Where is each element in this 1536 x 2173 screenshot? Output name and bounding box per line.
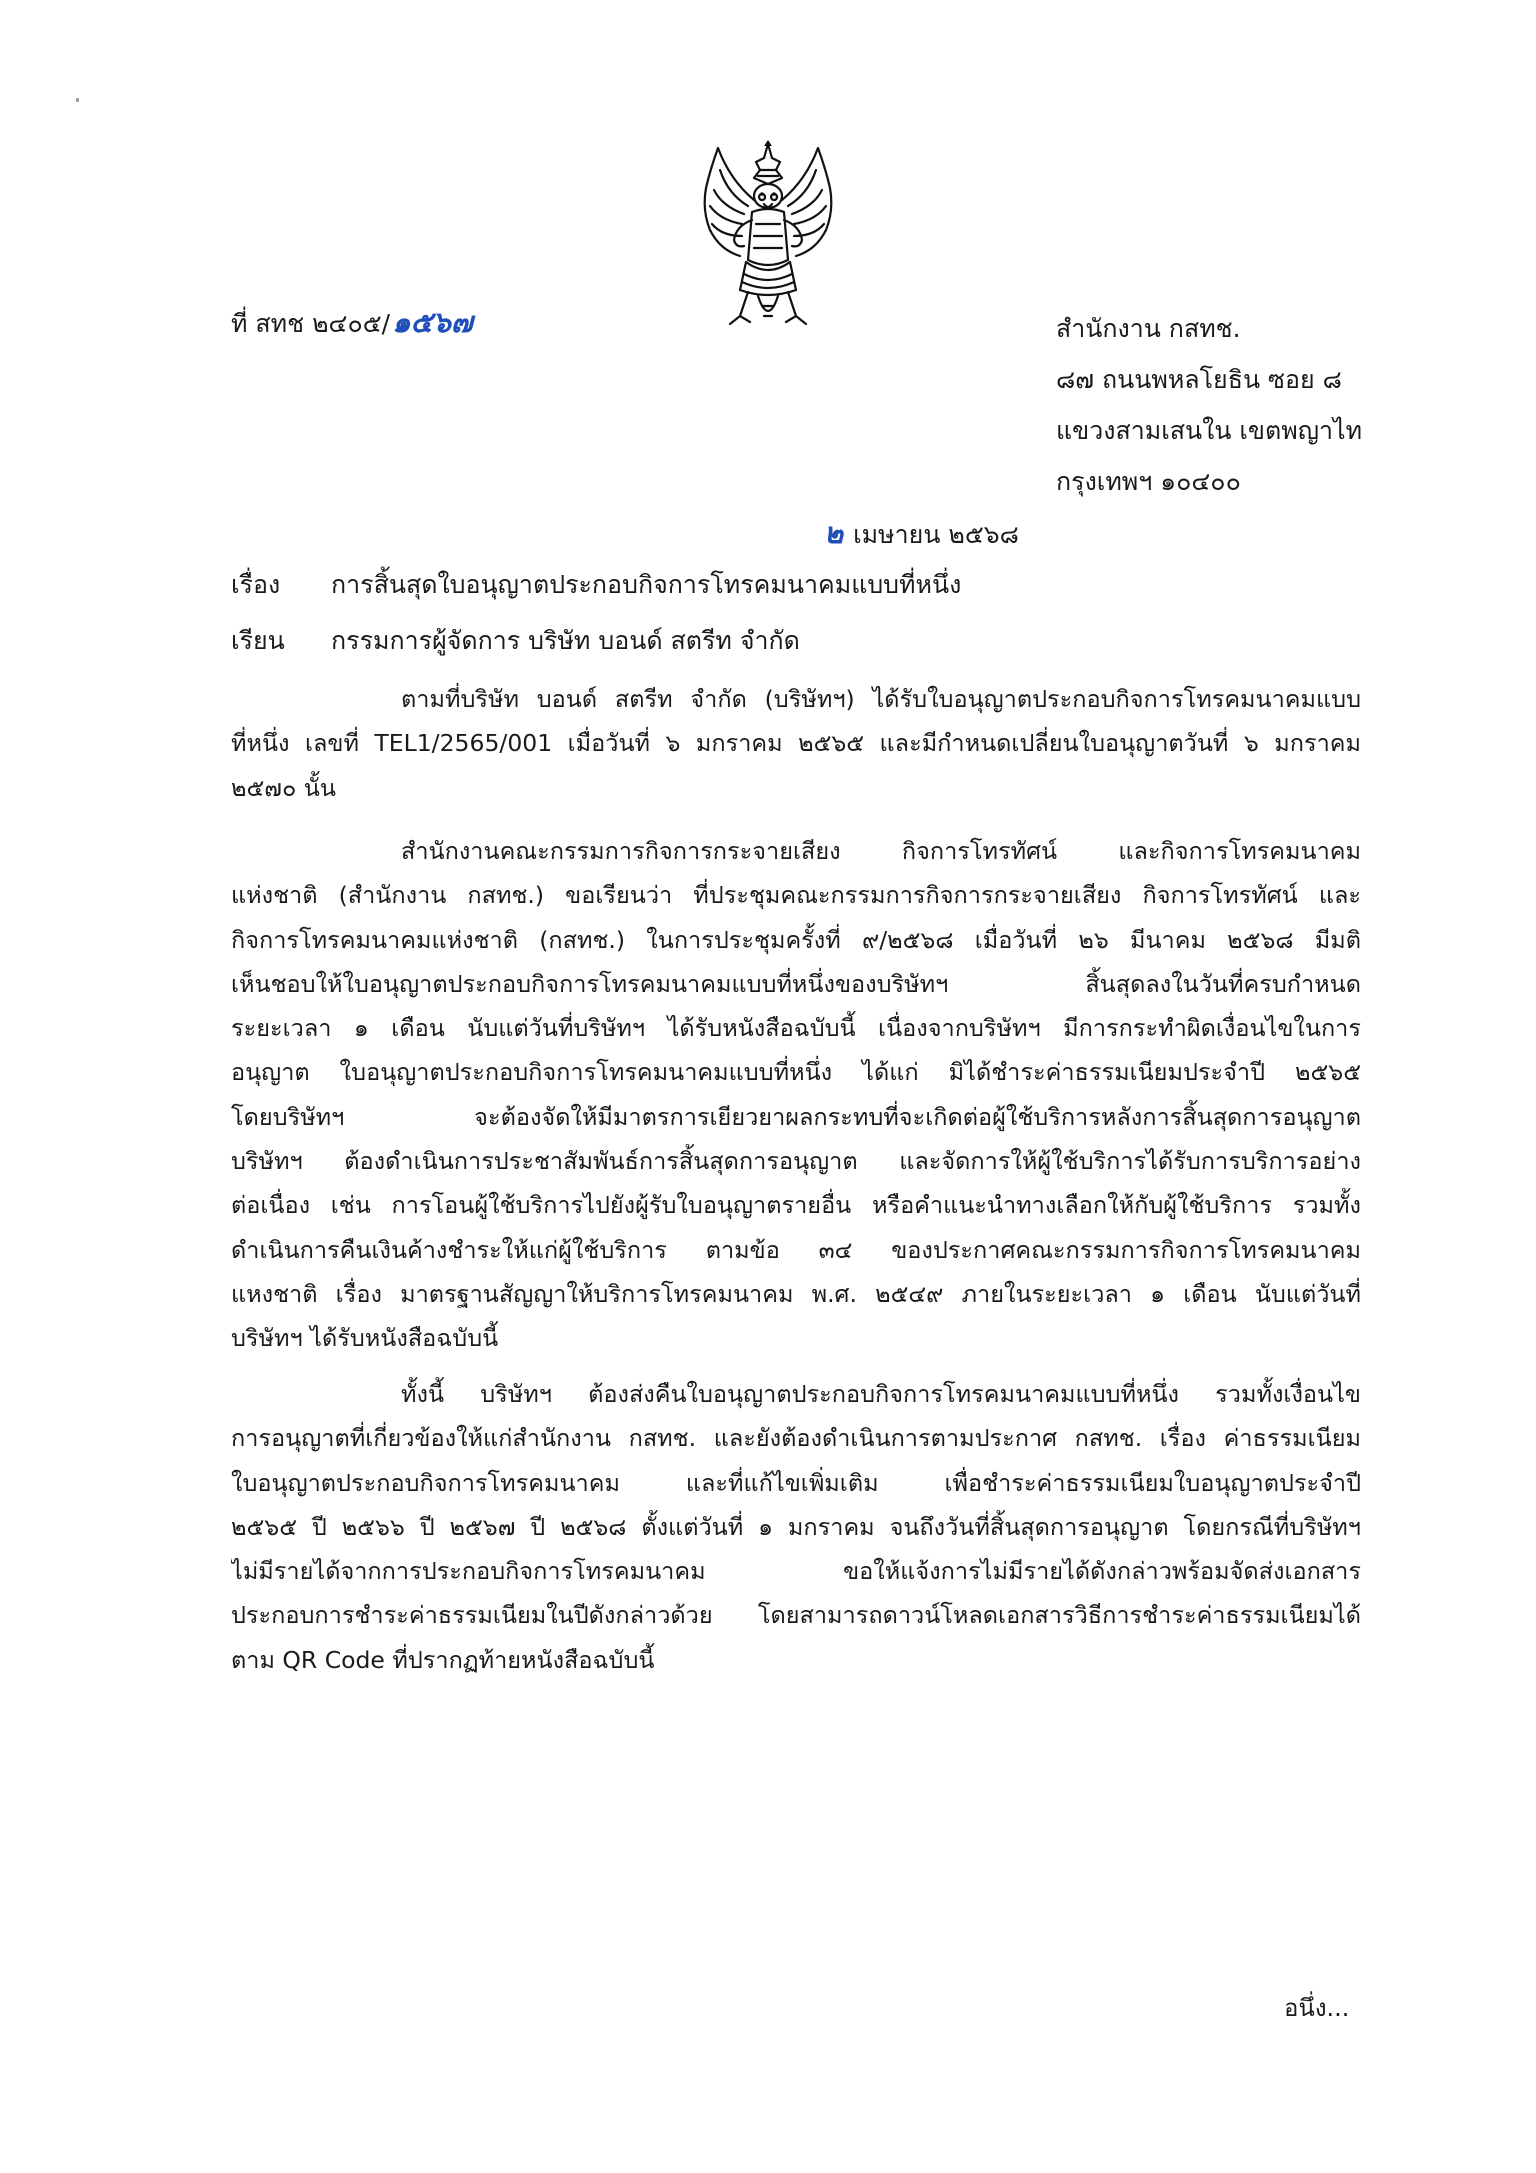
paragraph-3 bbox=[231, 1372, 1361, 1682]
subject-row bbox=[231, 567, 961, 603]
paragraph-line: เห็นชอบให้ใบอนุญาตประกอบกิจการโทรคมนาคมแบบที่หนึ่งของบริษัทฯ สิ้นสุดลงในวันที่ครบกำหนด bbox=[231, 969, 1361, 998]
garuda-emblem-icon bbox=[700, 140, 836, 332]
date-month-year: เมษายน ๒๕๖๘ bbox=[853, 520, 1019, 549]
paragraph-line: กิจการโทรคมนาคมแห่งชาติ (กสทช.) ในการประชุมครั้งที่ ๙/๒๕๖๘ เมื่อวันที่ ๒๖ มีนาคม ๒๕๖๘ มีมติ bbox=[231, 925, 1361, 954]
office-address bbox=[1056, 303, 1362, 507]
paragraph-line: ทั้งนี้ บริษัทฯ ต้องส่งคืนใบอนุญาตประกอบกิจการโทรคมนาคมแบบที่หนึ่ง รวมทั้งเงื่อนไข bbox=[401, 1380, 1361, 1408]
paragraph-line: อนุญาต ใบอนุญาตประกอบกิจการโทรคมนาคมแบบที่หนึ่ง ได้แก่ มิได้ชำระค่าธรรมเนียมประจำปี ๒๕๖๕ bbox=[231, 1058, 1361, 1087]
paragraph-line: บริษัทฯ ต้องดำเนินการประชาสัมพันธ์การสิ้นสุดการอนุญาต และจัดการให้ผู้ใช้บริการได้รับการบริการอย่าง bbox=[231, 1147, 1361, 1176]
paragraph-line: ใบอนุญาตประกอบกิจการโทรคมนาคม และที่แก้ไขเพิ่มเติม เพื่อชำระค่าธรรมเนียมใบอนุญาตประจำปี bbox=[231, 1468, 1361, 1497]
paragraph-2 bbox=[231, 829, 1361, 1361]
addressee-row bbox=[231, 623, 800, 659]
paragraph-line: สำนักงานคณะกรรมการกิจการกระจายเสียง กิจการโทรทัศน์ และกิจการโทรคมนาคม bbox=[401, 837, 1361, 865]
scan-speck bbox=[76, 98, 79, 102]
paragraph-line: ต่อเนื่อง เช่น การโอนผู้ใช้บริการไปยังผู้รับใบอนุญาตรายอื่น หรือคำแนะนำทางเลือกให้กับผู้ใช้บริการ รวมทั้ง bbox=[231, 1191, 1361, 1220]
date-day-handwritten: ๒ bbox=[824, 516, 844, 550]
reference-handwritten-number: ๑๕๖๗ bbox=[392, 305, 473, 339]
paragraph-line: ระยะเวลา ๑ เดือน นับแต่วันที่บริษัทฯ ได้รับหนังสือฉบับนี้ เนื่องจากบริษัทฯ มีการกระทำผิดเงื่อนไขในการ bbox=[231, 1014, 1361, 1043]
paragraph-line: ไม่มีรายได้จากการประกอบกิจการโทรคมนาคม ขอให้แจ้งการไม่มีรายได้ดังกล่าวพร้อมจัดส่งเอกสาร bbox=[231, 1557, 1361, 1586]
addressee-label: เรียน bbox=[231, 626, 285, 655]
paragraph-line: การอนุญาตที่เกี่ยวข้องให้แก่สำนักงาน กสทช. และยังต้องดำเนินการตามประกาศ กสทช. เรื่อง ค่าธรรมเนียม bbox=[231, 1424, 1361, 1453]
paragraph-line: ๒๕๗๐ นั้น bbox=[231, 773, 336, 802]
subject-text: การสิ้นสุดใบอนุญาตประกอบกิจการโทรคมนาคมแบบที่หนึ่ง bbox=[331, 570, 962, 599]
paragraph-line: โดยบริษัทฯ จะต้องจัดให้มีมาตรการเยียวยาผลกระทบที่จะเกิดต่อผู้ใช้บริการหลังการสิ้นสุดการอนุญาต bbox=[231, 1102, 1361, 1131]
reference-number bbox=[231, 304, 473, 342]
paragraph-line: แห่งชาติ (สำนักงาน กสทช.) ขอเรียนว่า ที่ประชุมคณะกรรมการกิจการกระจายเสียง กิจการโทรทัศน์ และ bbox=[231, 881, 1361, 910]
reference-prefix: ที่ สทช ๒๔๐๕/ bbox=[231, 309, 391, 338]
paragraph-line: ตาม QR Code ที่ปรากฏท้ายหนังสือฉบับนี้ bbox=[231, 1645, 655, 1674]
paragraph-line: บริษัทฯ ได้รับหนังสือฉบับนี้ bbox=[231, 1324, 499, 1353]
address-line: กรุงเทพฯ ๑๐๔๐๐ bbox=[1056, 467, 1241, 496]
letter-date bbox=[824, 515, 1019, 553]
paragraph-line: ประกอบการชำระค่าธรรมเนียมในปีดังกล่าวด้วย โดยสามารถดาวน์โหลดเอกสารวิธีการชำระค่าธรรมเนียมได้ bbox=[231, 1601, 1361, 1630]
paragraph-line: ที่หนึ่ง เลขที่ TEL1/2565/001 เมื่อวันที่ ๖ มกราคม ๒๕๖๕ และมีกำหนดเปลี่ยนใบอนุญาตวันที่ ๖ มกราคม bbox=[231, 729, 1361, 758]
paragraph-line: ดำเนินการคืนเงินค้างชำระให้แก่ผู้ใช้บริการ ตามข้อ ๓๔ ของประกาศคณะกรรมการกิจการโทรคมนาคม bbox=[231, 1235, 1361, 1264]
paragraph-line: ๒๕๖๕ ปี ๒๕๖๖ ปี ๒๕๖๗ ปี ๒๕๖๘ ตั้งแต่วันที่ ๑ มกราคม จนถึงวันที่สิ้นสุดการอนุญาต โดยกรณีที่บริษัทฯ bbox=[231, 1512, 1361, 1541]
page-continuation: อนึ่ง... bbox=[1284, 1994, 1350, 2022]
paragraph-line: แหงชาติ เรื่อง มาตรฐานสัญญาให้บริการโทรคมนาคม พ.ศ. ๒๕๔๙ ภายในระยะเวลา ๑ เดือน นับแต่วันที่ bbox=[231, 1279, 1361, 1308]
subject-label: เรื่อง bbox=[231, 570, 281, 599]
address-line: ๘๗ ถนนพหลโยธิน ซอย ๘ bbox=[1056, 365, 1342, 394]
paragraph-1 bbox=[231, 677, 1361, 810]
addressee-text: กรรมการผู้จัดการ บริษัท บอนด์ สตรีท จำกัด bbox=[331, 626, 800, 655]
address-line: สำนักงาน กสทช. bbox=[1056, 314, 1241, 343]
address-line: แขวงสามเสนใน เขตพญาไท bbox=[1056, 416, 1363, 445]
paragraph-line: ตามที่บริษัท บอนด์ สตรีท จำกัด (บริษัทฯ) ได้รับใบอนุญาตประกอบกิจการโทรคมนาคมแบบ bbox=[401, 685, 1361, 713]
